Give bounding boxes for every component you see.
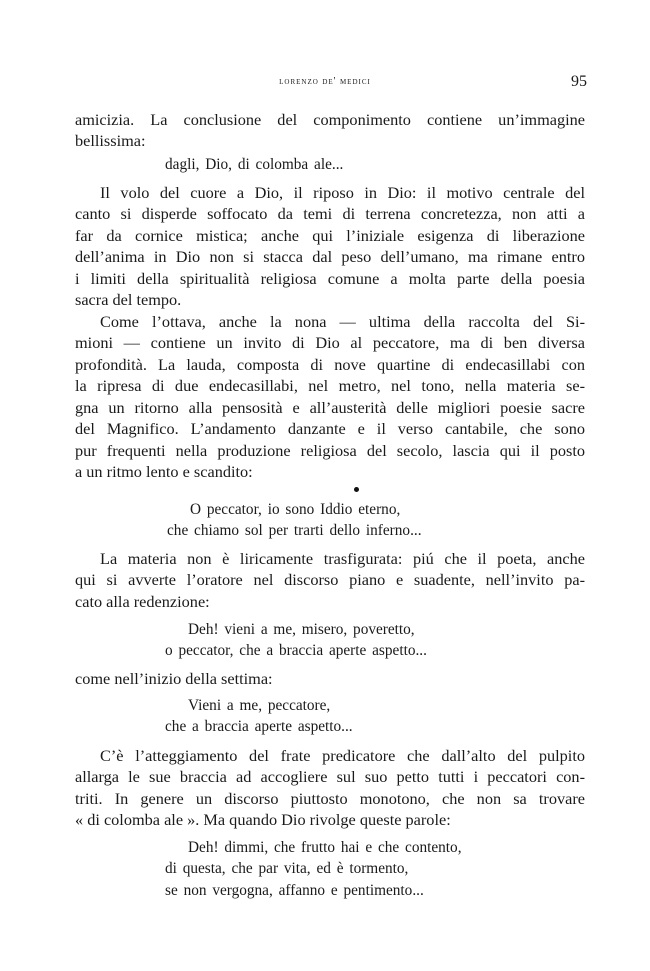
text-line: mioni — contiene un invito di Dio al peccatore, ma di ben diversa — [75, 333, 585, 352]
ink-dot-mark — [354, 487, 359, 492]
verse-line: se non vergogna, affanno e pentimento... — [165, 882, 424, 899]
text-line: gna un ritorno alla pensosità e all’austerità delle migliori poesie sacre — [75, 398, 585, 417]
text-line: bellissima: — [75, 131, 146, 150]
text-line: Come l’ottava, anche la nona — ultima della raccolta del Si- — [100, 312, 585, 331]
text-line: la ripresa di due endecasillabi, nel metro, nel tono, nella materia se- — [75, 376, 585, 395]
text-line: allarga le sue braccia ad accogliere sul suo petto tutti i peccatori con- — [75, 767, 585, 786]
text-line: pur frequenti nella produzione religiosa del secolo, lascia qui il posto — [75, 441, 585, 460]
verse-line: che chiamo sol per trarti dello inferno... — [167, 522, 422, 539]
verse-line: o peccator, che a braccia aperte aspetto... — [165, 642, 427, 659]
verse-line: dagli, Dio, di colomba ale... — [165, 156, 344, 173]
text-line: come nell’inizio della settima: — [75, 669, 273, 688]
text-line: triti. In genere un discorso piuttosto monotono, che non sa trovare — [75, 789, 585, 808]
text-line: canto si disperde soffocato da temi di terrena concretezza, non atti a — [75, 204, 585, 223]
text-line: i limiti della spiritualità religiosa comune a molta parte della poesia — [75, 269, 585, 288]
verse-line: Deh! dimmi, che frutto hai e che contento, — [188, 839, 462, 856]
text-line: Il volo del cuore a Dio, il riposo in Dio: il motivo centrale del — [100, 183, 585, 202]
verse-line: Deh! vieni a me, misero, poveretto, — [188, 621, 415, 638]
text-line: far da cornice mistica; anche qui l’iniziale esigenza di liberazione — [75, 226, 585, 245]
text-line: del Magnifico. L’andamento danzante e il verso cantabile, che sono — [75, 419, 585, 438]
verse-line: che a braccia aperte aspetto... — [165, 718, 353, 735]
text-line: sacra del tempo. — [75, 290, 182, 309]
verse-line: Vieni a me, peccatore, — [188, 697, 331, 714]
text-line: La materia non è liricamente trasfigurata: piú che il poeta, anche — [100, 549, 585, 568]
text-line: amicizia. La conclusione del componimento contiene un’immagine — [75, 110, 585, 129]
text-line: profondità. La lauda, composta di nove quartine di endecasillabi con — [75, 355, 585, 374]
page-number: 95 — [571, 73, 587, 90]
text-line: qui si avverte l’oratore nel discorso piano e suadente, nell’invito pa- — [75, 570, 585, 589]
text-line: « di colomba ale ». Ma quando Dio rivolge queste parole: — [75, 810, 451, 829]
text-line: C’è l’atteggiamento del frate predicatore che dall’alto del pulpito — [100, 746, 585, 765]
running-title: lorenzo de' medici — [279, 76, 371, 87]
verse-line: di questa, che par vita, ed è tormento, — [165, 860, 409, 877]
verse-line: O peccator, io sono Iddio eterno, — [190, 501, 401, 518]
text-line: cato alla redenzione: — [75, 592, 210, 611]
text-line: a un ritmo lento e scandito: — [75, 462, 253, 481]
text-line: dell’anima in Dio non si stacca dal peso dell’umano, ma rimane entro — [75, 247, 585, 266]
